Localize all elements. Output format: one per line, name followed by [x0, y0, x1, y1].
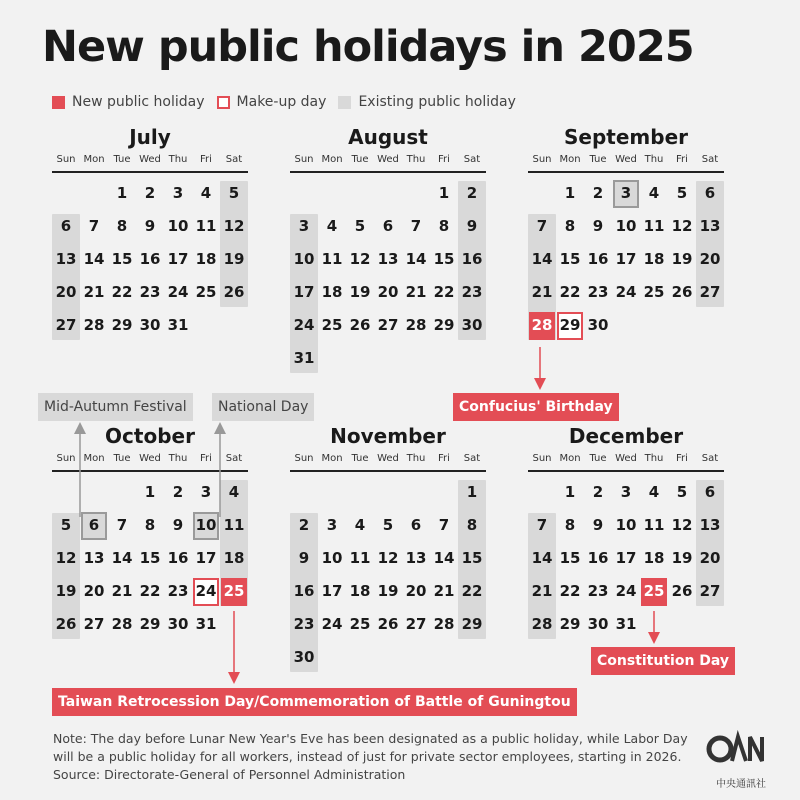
month-rule: [290, 470, 486, 472]
day-cell: 16: [167, 549, 189, 567]
cna-logo-text: 中央通訊社: [716, 779, 766, 790]
legend-makeup-swatch: [217, 96, 230, 109]
day-cell: 10: [615, 217, 637, 235]
day-cell: 25: [643, 582, 665, 600]
day-cell: 28: [83, 316, 105, 334]
day-cell: 17: [293, 283, 315, 301]
day-cell: 18: [349, 582, 371, 600]
day-cell: 5: [676, 184, 688, 202]
weekday-label: Mon: [321, 453, 343, 464]
day-cell: 9: [144, 217, 156, 235]
day-cell: 7: [410, 217, 422, 235]
weekday-label: Sat: [701, 453, 719, 464]
month-rule: [290, 171, 486, 173]
day-cell: 1: [144, 483, 156, 501]
day-cell: 11: [195, 217, 217, 235]
day-cell: 15: [139, 549, 161, 567]
legend-new: [52, 94, 205, 110]
day-cell: 19: [223, 250, 245, 268]
mid-autumn-callout: Mid-Autumn Festival: [38, 393, 193, 421]
day-cell: 21: [111, 582, 133, 600]
source-line: Source: Directorate-General of Personnel Administration: [53, 767, 406, 782]
day-cell: 7: [536, 217, 548, 235]
day-cell: 20: [405, 582, 427, 600]
day-cell: 29: [461, 615, 483, 633]
weekday-label: Tue: [113, 453, 131, 464]
day-cell: 24: [615, 582, 637, 600]
weekday-label: Wed: [615, 453, 637, 464]
weekday-label: Sat: [463, 154, 481, 165]
day-cell: 3: [172, 184, 184, 202]
weekday-label: Mon: [321, 154, 343, 165]
day-cell: 12: [55, 549, 77, 567]
day-cell: 2: [172, 483, 184, 501]
day-cell: 22: [461, 582, 483, 600]
weekday-label: Tue: [589, 154, 607, 165]
day-cell: 14: [433, 549, 455, 567]
weekday-label: Fri: [438, 154, 450, 165]
weekday-label: Fri: [200, 154, 212, 165]
day-cell: 23: [587, 283, 609, 301]
day-cell: 9: [592, 217, 604, 235]
month-rule: [528, 470, 724, 472]
day-cell: 4: [648, 184, 660, 202]
day-cell: 16: [587, 549, 609, 567]
day-cell: 3: [620, 483, 632, 501]
day-cell: 10: [321, 549, 343, 567]
day-cell: 12: [671, 217, 693, 235]
cna-logo-mark: [706, 727, 776, 771]
legend-makeup: [217, 94, 327, 110]
weekday-label: Sun: [56, 154, 76, 165]
day-cell: 31: [615, 615, 637, 633]
day-cell: 25: [349, 615, 371, 633]
day-cell: 25: [195, 283, 217, 301]
day-cell: 18: [223, 549, 245, 567]
weekday-label: Fri: [676, 453, 688, 464]
day-cell: 23: [587, 582, 609, 600]
legend-existing-label: Existing public holiday: [358, 94, 516, 110]
day-cell: 30: [587, 615, 609, 633]
day-cell: 20: [83, 582, 105, 600]
day-cell: 4: [648, 483, 660, 501]
day-cell: 26: [671, 582, 693, 600]
weekday-label: Sun: [532, 453, 552, 464]
day-cell: 6: [410, 516, 422, 534]
day-cell: 27: [699, 283, 721, 301]
day-cell: 26: [223, 283, 245, 301]
weekday-label: Wed: [377, 453, 399, 464]
day-cell: 4: [354, 516, 366, 534]
day-cell: 24: [321, 615, 343, 633]
day-cell: 8: [564, 516, 576, 534]
day-cell: 11: [643, 516, 665, 534]
day-cell: 16: [293, 582, 315, 600]
day-cell: 30: [461, 316, 483, 334]
day-cell: 1: [466, 483, 478, 501]
day-cell: 19: [671, 250, 693, 268]
day-cell: 5: [354, 217, 366, 235]
day-cell: 25: [321, 316, 343, 334]
day-cell: 16: [461, 250, 483, 268]
day-cell: 1: [438, 184, 450, 202]
day-cell: 14: [111, 549, 133, 567]
day-cell: 13: [55, 250, 77, 268]
day-cell: 25: [223, 582, 245, 600]
day-cell: 19: [55, 582, 77, 600]
weekday-label: Mon: [559, 453, 581, 464]
weekday-label: Tue: [113, 154, 131, 165]
day-cell: 21: [405, 283, 427, 301]
weekday-label: Thu: [168, 453, 188, 464]
day-cell: 10: [195, 516, 217, 534]
day-cell: 17: [167, 250, 189, 268]
day-cell: 2: [592, 483, 604, 501]
note-line-1: Note: The day before Lunar New Year's Eve has been designated as a public holiday, while Labor Day: [53, 731, 688, 746]
day-cell: 5: [676, 483, 688, 501]
legend: [52, 91, 528, 113]
day-cell: 20: [377, 283, 399, 301]
day-cell: 15: [559, 549, 581, 567]
day-cell: 13: [699, 516, 721, 534]
day-cell: 4: [326, 217, 338, 235]
day-cell: 12: [223, 217, 245, 235]
confucius-callout: Confucius' Birthday: [453, 393, 619, 421]
weekday-label: Sun: [532, 154, 552, 165]
day-cell: 3: [298, 217, 310, 235]
day-cell: 29: [433, 316, 455, 334]
day-cell: 6: [704, 184, 716, 202]
day-cell: 31: [195, 615, 217, 633]
day-cell: 22: [559, 582, 581, 600]
day-cell: 22: [139, 582, 161, 600]
day-cell: 3: [200, 483, 212, 501]
day-cell: 29: [111, 316, 133, 334]
day-cell: 19: [377, 582, 399, 600]
day-cell: 15: [111, 250, 133, 268]
legend-makeup-label: Make-up day: [236, 94, 327, 110]
day-cell: 8: [466, 516, 478, 534]
day-cell: 28: [111, 615, 133, 633]
weekday-label: Fri: [676, 154, 688, 165]
day-cell: 6: [60, 217, 72, 235]
day-cell: 22: [559, 283, 581, 301]
month-name: November: [330, 424, 446, 448]
retrocession-callout: Taiwan Retrocession Day/Commemoration of Battle of Guningtou: [52, 688, 577, 716]
day-cell: 27: [55, 316, 77, 334]
national-day-callout: National Day: [212, 393, 314, 421]
day-cell: 9: [592, 516, 604, 534]
day-cell: 13: [699, 217, 721, 235]
month-name: July: [129, 125, 171, 149]
legend-new-swatch: [52, 96, 65, 109]
weekday-label: Sat: [225, 154, 243, 165]
weekday-label: Wed: [139, 154, 161, 165]
day-cell: 5: [228, 184, 240, 202]
day-cell: 14: [83, 250, 105, 268]
day-cell: 30: [587, 316, 609, 334]
day-cell: 30: [167, 615, 189, 633]
day-cell: 30: [139, 316, 161, 334]
day-cell: 9: [172, 516, 184, 534]
day-cell: 14: [531, 250, 553, 268]
day-cell: 21: [531, 582, 553, 600]
day-cell: 8: [144, 516, 156, 534]
day-cell: 18: [321, 283, 343, 301]
footnote: [53, 730, 693, 784]
day-cell: 4: [228, 483, 240, 501]
day-cell: 12: [377, 549, 399, 567]
day-cell: 13: [83, 549, 105, 567]
day-cell: 28: [433, 615, 455, 633]
month-name: August: [348, 125, 428, 149]
weekday-label: Wed: [377, 154, 399, 165]
month-name: October: [105, 424, 195, 448]
weekday-label: Sat: [701, 154, 719, 165]
day-cell: 7: [438, 516, 450, 534]
day-cell: 1: [564, 483, 576, 501]
day-cell: 7: [116, 516, 128, 534]
day-cell: 25: [643, 283, 665, 301]
day-cell: 2: [144, 184, 156, 202]
day-cell: 29: [559, 316, 581, 334]
weekday-label: Thu: [406, 453, 426, 464]
day-cell: 3: [326, 516, 338, 534]
day-cell: 12: [349, 250, 371, 268]
day-cell: 26: [671, 283, 693, 301]
day-cell: 7: [88, 217, 100, 235]
day-cell: 2: [592, 184, 604, 202]
day-cell: 2: [466, 184, 478, 202]
day-cell: 14: [405, 250, 427, 268]
weekday-label: Wed: [615, 154, 637, 165]
day-cell: 30: [293, 648, 315, 666]
day-cell: 20: [55, 283, 77, 301]
day-cell: 28: [405, 316, 427, 334]
day-cell: 17: [321, 582, 343, 600]
day-cell: 16: [587, 250, 609, 268]
cna-logo: [706, 727, 776, 790]
day-cell: 10: [167, 217, 189, 235]
day-cell: 31: [293, 349, 315, 367]
day-cell: 9: [466, 217, 478, 235]
day-cell: 12: [671, 516, 693, 534]
month-rule: [52, 171, 248, 173]
day-cell: 23: [461, 283, 483, 301]
day-cell: 10: [615, 516, 637, 534]
weekday-label: Thu: [644, 453, 664, 464]
day-cell: 29: [139, 615, 161, 633]
day-cell: 24: [167, 283, 189, 301]
month-name: December: [568, 424, 684, 448]
day-cell: 21: [83, 283, 105, 301]
day-cell: 13: [377, 250, 399, 268]
day-cell: 6: [382, 217, 394, 235]
day-cell: 15: [461, 549, 483, 567]
weekday-label: Sun: [56, 453, 76, 464]
day-cell: 2: [298, 516, 310, 534]
day-cell: 11: [223, 516, 245, 534]
day-cell: 15: [433, 250, 455, 268]
day-cell: 9: [298, 549, 310, 567]
day-cell: 23: [167, 582, 189, 600]
day-cell: 27: [83, 615, 105, 633]
weekday-label: Thu: [406, 154, 426, 165]
month-rule: [528, 171, 724, 173]
weekday-label: Tue: [351, 453, 369, 464]
legend-existing: [338, 94, 515, 110]
day-cell: 17: [195, 549, 217, 567]
day-cell: 29: [559, 615, 581, 633]
weekday-label: Fri: [438, 453, 450, 464]
day-cell: 6: [704, 483, 716, 501]
constitution-callout: Constitution Day: [591, 647, 735, 675]
day-cell: 1: [564, 184, 576, 202]
day-cell: 20: [699, 250, 721, 268]
weekday-label: Sun: [294, 154, 314, 165]
day-cell: 5: [382, 516, 394, 534]
day-cell: 27: [377, 316, 399, 334]
day-cell: 26: [55, 615, 77, 633]
day-cell: 27: [405, 615, 427, 633]
weekday-label: Thu: [644, 154, 664, 165]
day-cell: 16: [139, 250, 161, 268]
weekday-label: Sun: [294, 453, 314, 464]
weekday-label: Thu: [168, 154, 188, 165]
month-rule: [52, 470, 248, 472]
day-cell: 17: [615, 250, 637, 268]
day-cell: 22: [111, 283, 133, 301]
day-cell: 31: [167, 316, 189, 334]
day-cell: 4: [200, 184, 212, 202]
day-cell: 19: [671, 549, 693, 567]
weekday-label: Sat: [463, 453, 481, 464]
day-cell: 19: [349, 283, 371, 301]
day-cell: 8: [116, 217, 128, 235]
weekday-label: Sat: [225, 453, 243, 464]
day-cell: 21: [433, 582, 455, 600]
day-cell: 28: [531, 316, 553, 334]
day-cell: 15: [559, 250, 581, 268]
day-cell: 23: [139, 283, 161, 301]
day-cell: 18: [195, 250, 217, 268]
day-cell: 26: [377, 615, 399, 633]
day-cell: 5: [60, 516, 72, 534]
day-cell: 21: [531, 283, 553, 301]
page-title: New public holidays in 2025: [42, 22, 694, 72]
day-cell: 26: [349, 316, 371, 334]
weekday-label: Mon: [559, 154, 581, 165]
day-cell: 28: [531, 615, 553, 633]
day-cell: 13: [405, 549, 427, 567]
day-cell: 14: [531, 549, 553, 567]
day-cell: 11: [349, 549, 371, 567]
legend-new-label: New public holiday: [72, 94, 205, 110]
day-cell: 20: [699, 549, 721, 567]
note-line-2: will be a public holiday for all workers, instead of just for private sector employees, starting in 2026.: [53, 749, 682, 764]
day-cell: 6: [88, 516, 100, 534]
day-cell: 3: [620, 184, 632, 202]
day-cell: 11: [643, 217, 665, 235]
weekday-label: Tue: [351, 154, 369, 165]
legend-existing-swatch: [338, 96, 351, 109]
month-name: September: [564, 125, 688, 149]
day-cell: 27: [699, 582, 721, 600]
day-cell: 11: [321, 250, 343, 268]
weekday-label: Fri: [200, 453, 212, 464]
day-cell: 24: [293, 316, 315, 334]
weekday-label: Mon: [83, 154, 105, 165]
weekday-label: Tue: [589, 453, 607, 464]
weekday-label: Wed: [139, 453, 161, 464]
day-cell: 17: [615, 549, 637, 567]
day-cell: 8: [564, 217, 576, 235]
day-cell: 24: [615, 283, 637, 301]
day-cell: 22: [433, 283, 455, 301]
day-cell: 23: [293, 615, 315, 633]
day-cell: 24: [195, 582, 217, 600]
day-cell: 7: [536, 516, 548, 534]
day-cell: 8: [438, 217, 450, 235]
day-cell: 10: [293, 250, 315, 268]
day-cell: 18: [643, 250, 665, 268]
weekday-label: Mon: [83, 453, 105, 464]
day-cell: 18: [643, 549, 665, 567]
day-cell: 1: [116, 184, 128, 202]
